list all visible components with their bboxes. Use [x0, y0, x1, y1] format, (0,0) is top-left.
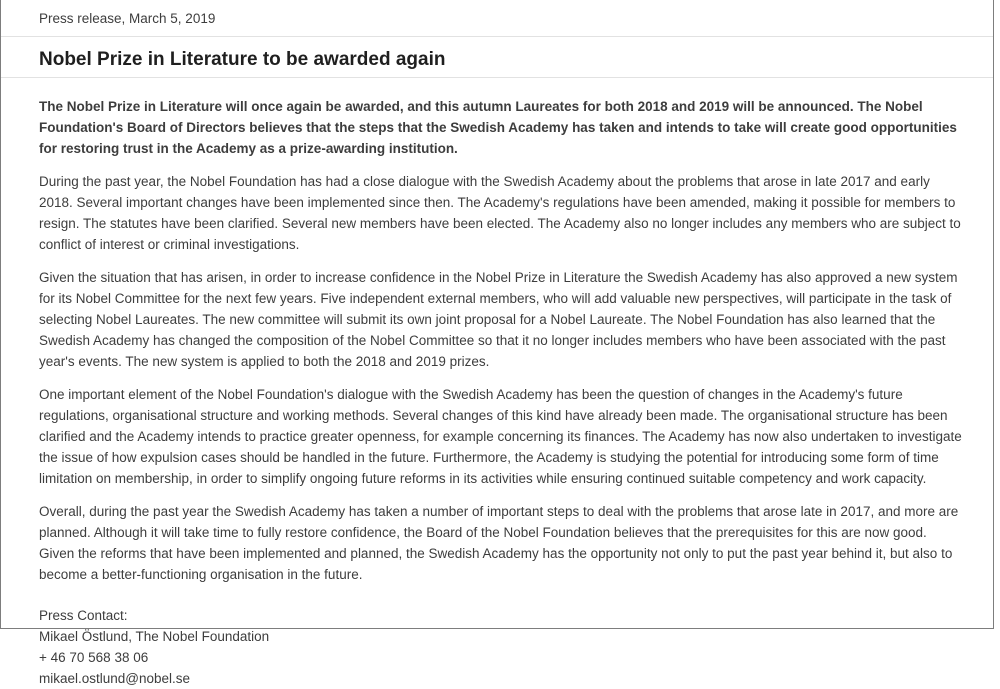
press-release-date: Press release, March 5, 2019 [39, 11, 216, 26]
body-paragraph-2: Given the situation that has arisen, in order to increase confidence in the Nobel Prize in Literature the Swedish Academy has also approved a new system for its Nobel Committee for the next few years. Five independent external members, who will add valuable new perspectives, will participate in the task of selecting Nobel Laureates. The new committee will submit its own joint proposal for a Nobel Laureate. The Nobel Foundation has also learned that the Swedish Academy has changed the composition of the Nobel Committee so that it no longer includes members who have been associated with the past year's events. The new system is applied to both the 2018 and 2019 prizes. [39, 270, 958, 369]
body-paragraph-1: During the past year, the Nobel Foundation has had a close dialogue with the Swedish Academy about the problems that arose in late 2017 and early 2018. Several important changes have been implemented since then. The Academy's regulations have been amended, making it possible for members to resign. The statutes have been clarified. Several new members have been elected. The Academy also no longer includes any members who are subject to conflict of interest or criminal investigations. [39, 174, 961, 252]
contact-name: Mikael Östlund, The Nobel Foundation [39, 629, 270, 644]
page-title: Nobel Prize in Literature to be awarded again [39, 49, 446, 70]
article-body [1, 96, 993, 689]
contact-heading: Press Contact: [39, 608, 128, 623]
contact-email: mikael.ostlund@nobel.se [39, 671, 191, 686]
body-paragraph-3: One important element of the Nobel Foundation's dialogue with the Swedish Academy has been the question of changes in the Academy's future regulations, organisational structure and working methods. Several changes of this kind have already been made. The organisational structure has been clarified and the Academy intends to practice greater openness, for example concerning its finances. The Academy has now also undertaken to investigate the issue of how expulsion cases should be handled in the future. Furthermore, the Academy is studying the potential for introducing some form of time limitation on membership, in order to simplify ongoing future reforms in its activities while ensuring continued suitable competency and work capacity. [39, 387, 962, 486]
title-divider [1, 77, 993, 78]
contact-phone: + 46 70 568 38 06 [39, 650, 149, 665]
lead-paragraph: The Nobel Prize in Literature will once again be awarded, and this autumn Laureates for both 2018 and 2019 will be announced. The Nobel Foundation's Board of Directors believes that the steps that the Swedish Academy has taken and intends to take will create good opportunities for restoring trust in the Academy as a prize-awarding institution. [39, 99, 957, 156]
press-contact-block [39, 605, 963, 689]
body-paragraph-4: Overall, during the past year the Swedish Academy has taken a number of important steps to deal with the problems that arose late in 2017, and more are planned. Although it will take time to fully restore confidence, the Board of the Nobel Foundation believes that the prerequisites for this are now good. Given the reforms that have been implemented and planned, the Swedish Academy has the opportunity not only to put the past year behind it, but also to become a better-functioning organisation in the future. [39, 504, 959, 582]
